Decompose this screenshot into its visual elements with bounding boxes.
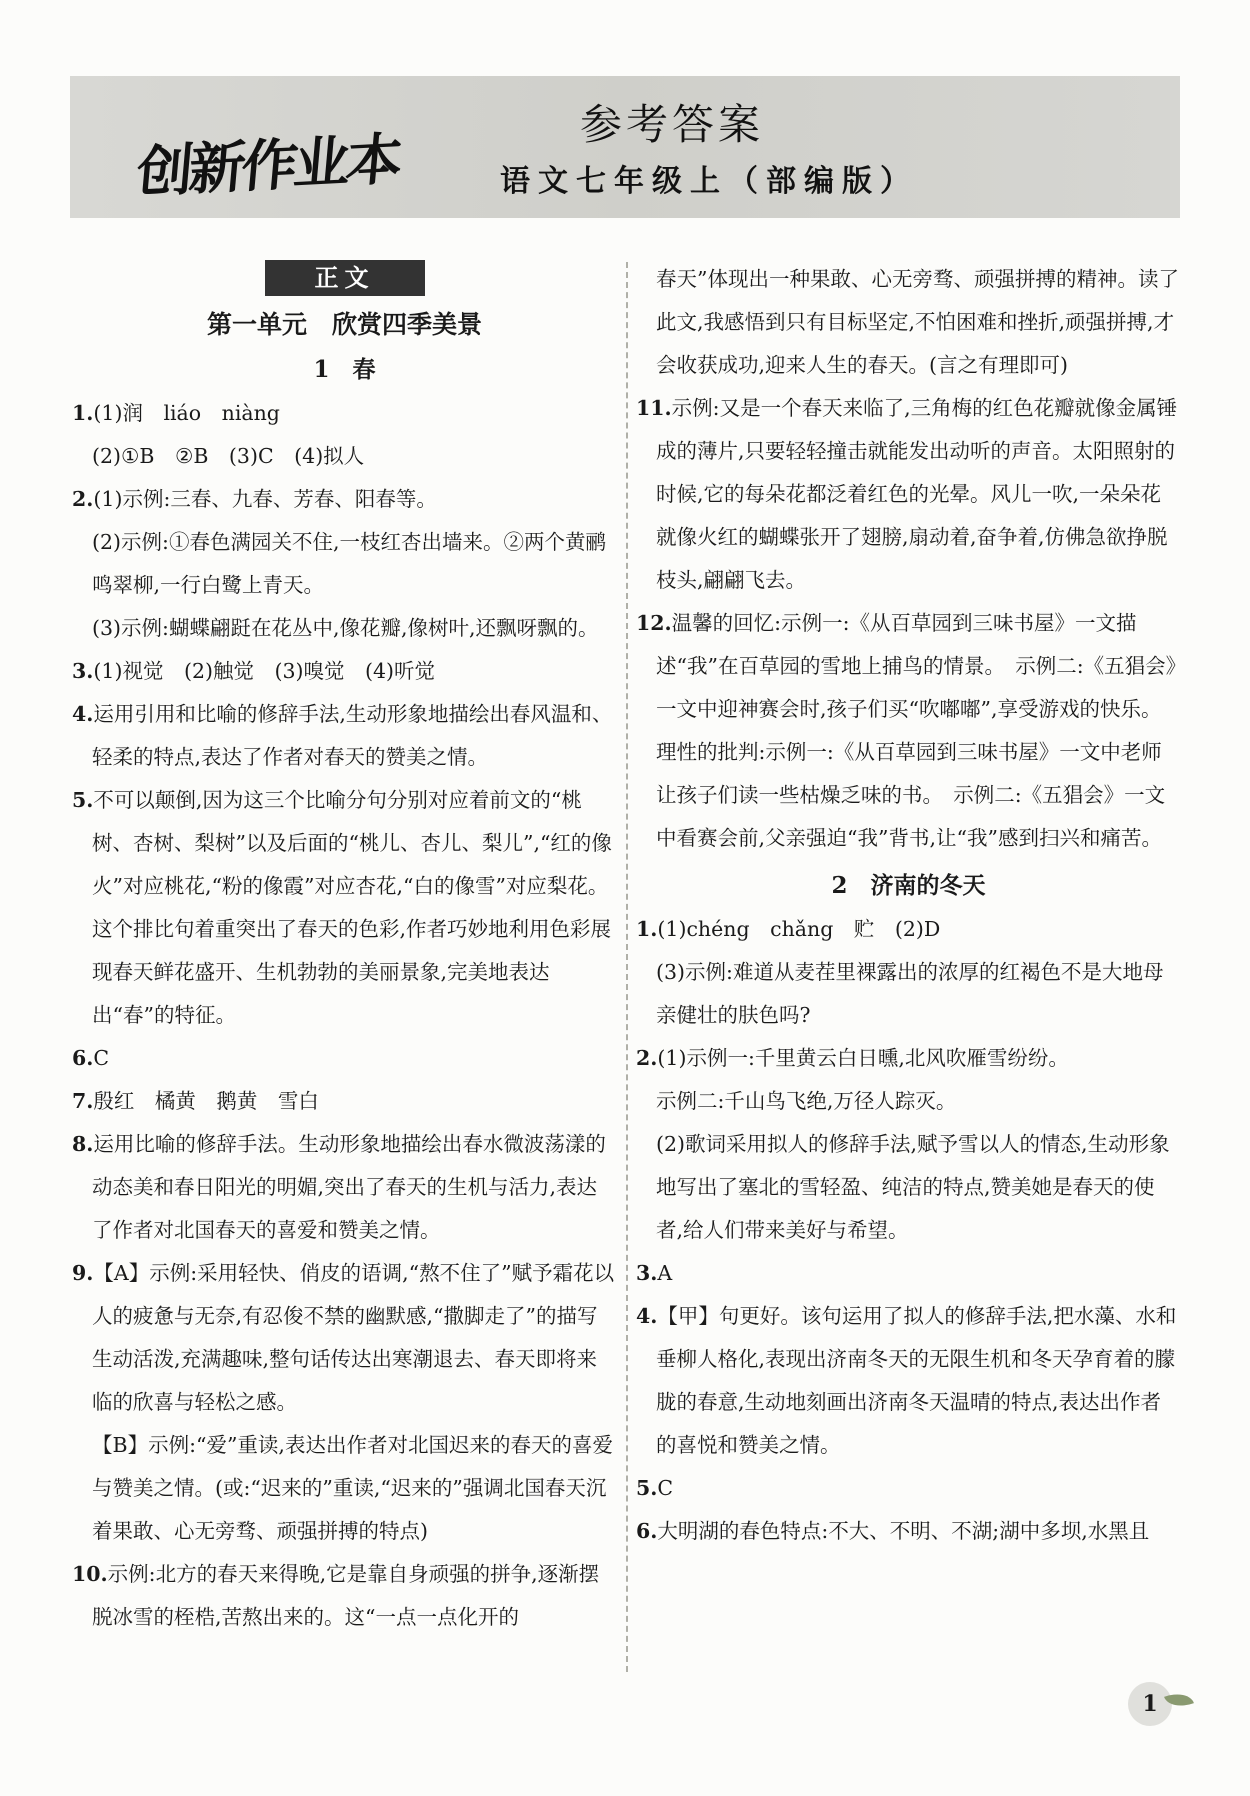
answer-text: (3)示例:难道从麦茬里裸露出的浓厚的红褐色不是大地母亲健壮的肤色吗? <box>656 960 1164 1027</box>
answer-item <box>72 521 617 607</box>
answer-text: (2)歌词采用拟人的修辞手法,赋予雪以人的情态,生动形象地写出了塞北的雪轻盈、纯洁的特点,赞美她是春天的使者,给人们带来美好与希望。 <box>656 1132 1170 1242</box>
answer-item <box>636 1252 1181 1295</box>
answer-text: 运用引用和比喻的修辞手法,生动形象地描绘出春风温和、轻柔的特点,表达了作者对春天的赞美之情。 <box>92 702 613 769</box>
answer-list <box>72 392 617 1639</box>
answer-item <box>636 1080 1181 1123</box>
answer-number: 1. <box>636 917 658 941</box>
page-title: 参考答案 <box>580 100 765 149</box>
answer-item <box>636 908 1181 951</box>
answer-item <box>72 693 617 779</box>
answer-text: 示例二:千山鸟飞绝,万径人踪灭。 <box>656 1089 957 1113</box>
page-number: 1 <box>1128 1682 1172 1726</box>
answer-item <box>636 1295 1181 1467</box>
answer-text: (1)示例一:千里黄云白日曛,北风吹雁雪纷纷。 <box>657 1046 1069 1070</box>
answer-list <box>636 908 1181 1553</box>
answer-number: 12. <box>636 611 672 635</box>
answer-text: 示例:北方的春天来得晚,它是靠自身顽强的拼争,逐渐摆脱冰雪的桎梏,苦熬出来的。这“一点一点化开的 <box>92 1562 600 1629</box>
answer-item <box>636 1037 1181 1080</box>
answer-number: 6. <box>72 1046 94 1070</box>
answer-item <box>72 607 617 650</box>
lesson-title: 2 济南的冬天 <box>831 872 986 899</box>
answer-text: 春天”体现出一种果敢、心无旁骛、顽强拼搏的精神。读了此文,我感悟到只有目标坚定,不怕困难和挫折,顽强拼搏,才会收获成功,迎来人生的春天。(言之有理即可) <box>656 267 1179 377</box>
answer-item <box>636 1123 1181 1252</box>
answer-text: (1)chéng chǎng 贮 (2)D <box>657 917 941 941</box>
answer-item <box>636 602 1181 731</box>
answer-text: 运用比喻的修辞手法。生动形象地描绘出春水微波荡漾的动态美和春日阳光的明媚,突出了春天的生机与活力,表达了作者对北国春天的喜爱和赞美之情。 <box>92 1132 606 1242</box>
answer-number: 7. <box>72 1089 94 1113</box>
answer-item <box>72 478 617 521</box>
answer-number: 6. <box>636 1519 658 1543</box>
answer-item <box>636 258 1181 387</box>
answer-item <box>72 1424 617 1553</box>
answer-item <box>636 731 1181 860</box>
answer-text: A <box>657 1261 673 1285</box>
answer-number: 3. <box>636 1261 658 1285</box>
answer-item <box>72 1037 617 1080</box>
answer-item <box>72 650 617 693</box>
answer-text: 【B】示例:“爱”重读,表达出作者对北国迟来的春天的喜爱与赞美之情。(或:“迟来的”重读,“迟来的”强调北国春天沉着果敢、心无旁骛、顽强拼搏的特点) <box>92 1433 613 1543</box>
answer-text: 温馨的回忆:示例一:《从百草园到三味书屋》一文描述“我”在百草园的雪地上捕鸟的情景。 示例二:《五猖会》一文中迎神赛会时,孩子们买“吹嘟嘟”,享受游戏的快乐。 <box>656 611 1176 721</box>
answer-item <box>72 1252 617 1424</box>
answer-text: 【A】示例:采用轻快、俏皮的语调,“熬不住了”赋予霜花以人的疲惫与无奈,有忍俊不禁的幽默感,“撒脚走了”的描写生动活泼,充满趣味,整句话传达出寒潮退去、春天即将来临的欣喜与轻松之感。 <box>92 1261 615 1414</box>
answer-item <box>72 1553 617 1639</box>
answer-item <box>72 435 617 478</box>
answer-item <box>72 1123 617 1252</box>
brand-logo: 创新作业本 <box>133 127 402 206</box>
answer-item <box>636 951 1181 1037</box>
answer-text: (2)示例:①春色满园关不住,一枝红杏出墙来。②两个黄鹂鸣翠柳,一行白鹭上青天。 <box>92 530 606 597</box>
answer-number: 4. <box>72 702 94 726</box>
left-column <box>72 258 617 1639</box>
column-divider <box>626 262 628 1672</box>
answer-text: (3)示例:蝴蝶翩跹在花丛中,像花瓣,像树叶,还飘呀飘的。 <box>92 616 599 640</box>
answer-text: 【甲】句更好。该句运用了拟人的修辞手法,把水藻、水和垂柳人格化,表现出济南冬天的无限生机和冬天孕育着的朦胧的春意,生动地刻画出济南冬天温晴的特点,表达出作者的喜悦和赞美之情。 <box>656 1304 1177 1457</box>
header-banner <box>70 76 1180 218</box>
answer-number: 10. <box>72 1562 108 1586</box>
answer-item <box>72 1080 617 1123</box>
answer-item <box>72 779 617 1037</box>
answer-text: 理性的批判:示例一:《从百草园到三味书屋》一文中老师让孩子们读一些枯燥乏味的书。 示例二:《五猖会》一文中看赛会前,父亲强迫“我”背书,让“我”感到扫兴和痛苦。 <box>656 740 1166 850</box>
answer-number: 11. <box>636 396 672 420</box>
answer-number: 2. <box>72 487 94 511</box>
unit-title: 第一单元 欣赏四季美景 <box>206 310 482 339</box>
answer-text: 示例:又是一个春天来临了,三角梅的红色花瓣就像金属锤成的薄片,只要轻轻撞击就能发出动听的声音。太阳照射的时候,它的每朵花都泛着红色的光晕。风儿一吹,一朵朵花就像火红的蝴蝶张开了翅膀,扇动着,奋争着,仿佛急欲挣脱枝头,翩翩飞去。 <box>656 396 1178 592</box>
section-badge: 正文 <box>265 260 425 296</box>
page-subtitle: 语文七年级上（部编版） <box>500 164 918 199</box>
answer-text: C <box>93 1046 110 1070</box>
answer-text: 殷红 橘黄 鹅黄 雪白 <box>93 1089 319 1113</box>
answer-number: 5. <box>72 788 94 812</box>
answer-text: C <box>657 1476 674 1500</box>
answer-number: 5. <box>636 1476 658 1500</box>
answer-text: (1)视觉 (2)触觉 (3)嗅觉 (4)听觉 <box>93 659 436 683</box>
answer-item <box>636 387 1181 602</box>
answer-text: 不可以颠倒,因为这三个比喻分句分别对应着前文的“桃树、杏树、梨树”以及后面的“桃儿、杏儿、梨儿”,“红的像火”对应桃花,“粉的像霞”对应杏花,“白的像雪”对应梨花。这个排比句着重突出了春天的色彩,作者巧妙地利用色彩展现春天鲜花盛开、生机勃勃的美丽景象,完美地表达出“春”的特征。 <box>92 788 612 1027</box>
lesson-title: 1 春 <box>313 356 376 383</box>
answer-number: 3. <box>72 659 94 683</box>
answer-number: 2. <box>636 1046 658 1070</box>
answer-number: 4. <box>636 1304 658 1328</box>
answer-text: 大明湖的春色特点:不大、不明、不湖;湖中多坝,水黑且 <box>657 1519 1150 1543</box>
answer-item <box>72 392 617 435</box>
right-column <box>636 258 1181 1553</box>
answer-number: 8. <box>72 1132 94 1156</box>
answer-text: (2)①B ②B (3)C (4)拟人 <box>92 444 365 468</box>
answer-number: 9. <box>72 1261 94 1285</box>
answer-text: (1)润 liáo niàng <box>93 401 280 425</box>
answer-number: 1. <box>72 401 94 425</box>
answer-item <box>636 1510 1181 1553</box>
answer-text: (1)示例:三春、九春、芳春、阳春等。 <box>93 487 437 511</box>
answer-item <box>636 1467 1181 1510</box>
answer-list <box>636 258 1181 860</box>
